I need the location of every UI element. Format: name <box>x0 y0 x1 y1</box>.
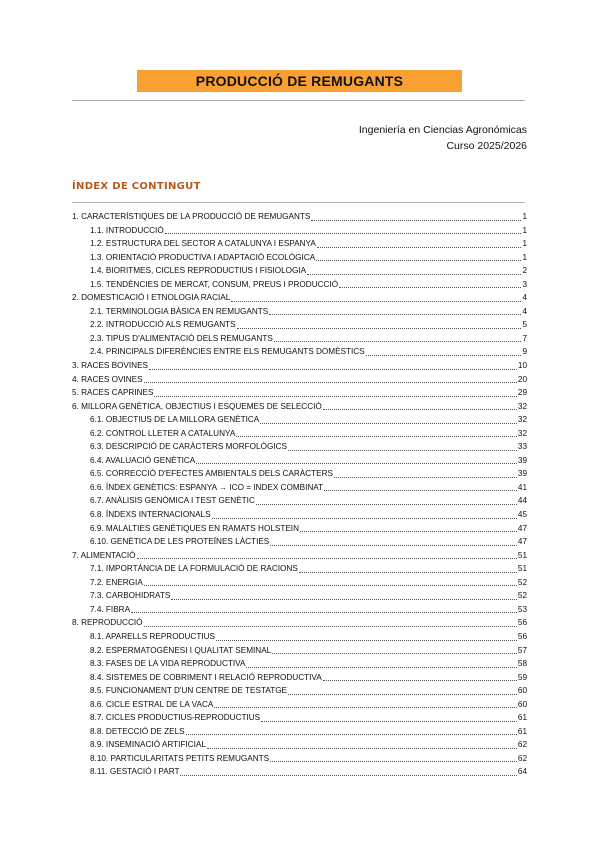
toc-entry-title: 8.3. FASES DE LA VIDA REPRODUCTIVA <box>90 659 246 669</box>
toc-entry-title: 6.9. MALALTIES GENÈTIQUES EN RAMATS HOLSTEIN <box>90 523 299 533</box>
toc-entry-title: 8.10. PARTICULARITATS PETITS REMUGANTS <box>90 753 270 763</box>
toc-page-number: 56 <box>517 631 527 641</box>
toc-page-number: 4 <box>522 306 527 316</box>
toc-dot-leader <box>300 530 517 532</box>
toc-dot-leader <box>246 666 516 668</box>
toc-chapter-entry[interactable] <box>72 291 527 305</box>
toc-page-number: 9 <box>522 347 527 357</box>
toc-section-entry[interactable] <box>72 413 527 427</box>
toc-section-entry[interactable] <box>72 332 527 346</box>
toc-section-entry[interactable] <box>72 237 527 251</box>
toc-entry-title: 1.1. INTRODUCCIÓ <box>90 225 164 235</box>
toc-page-number: 44 <box>517 496 527 506</box>
toc-dot-leader <box>272 652 517 654</box>
toc-page-number: 32 <box>517 428 527 438</box>
table-of-contents <box>72 210 527 779</box>
toc-entry-title: 8.11. GESTACIÓ I PART <box>90 767 180 777</box>
toc-entry-title: 6.8. ÍNDEXS INTERNACIONALS <box>90 510 211 520</box>
toc-entry-title: 7.1. IMPORTÀNCIA DE LA FORMULACIÓ DE RACIONS <box>90 564 298 574</box>
toc-entry-title: 4. RACES OVINES <box>72 374 143 384</box>
toc-page-number: 51 <box>517 564 527 574</box>
toc-dot-leader <box>288 449 517 451</box>
toc-dot-leader <box>216 639 517 641</box>
toc-dot-leader <box>311 219 521 221</box>
toc-entry-title: 6.7. ANÀLISIS GENÒMICA I TEST GENÈTIC <box>90 496 255 506</box>
toc-entry-title: 8.1. APARELLS REPRODUCTIUS <box>90 631 215 641</box>
toc-entry-title: 1.3. ORIENTACIÓ PRODUCTIVA I ADAPTACIÓ ECOLÒGICA <box>90 252 316 262</box>
toc-page-number: 52 <box>517 577 527 587</box>
toc-dot-leader <box>270 544 517 546</box>
toc-page-number: 32 <box>517 415 527 425</box>
toc-entry-title: 8.4. SISTEMES DE COBRIMENT I RELACIÓ REPRODUCTIVA <box>90 672 322 682</box>
toc-section-entry[interactable] <box>72 440 527 454</box>
toc-entry-title: 7.3. CARBOHIDRATS <box>90 591 171 601</box>
toc-dot-leader <box>307 273 521 275</box>
toc-entry-title: 6.1. OBJECTIUS DE LA MILLORA GENÈTICA <box>90 415 260 425</box>
toc-section-entry[interactable] <box>72 224 527 238</box>
toc-page-number: 61 <box>517 713 527 723</box>
toc-entry-title: 2. DOMESTICACIÓ I ETNOLOGIA RACIAL <box>72 293 231 303</box>
toc-entry-title: 2.3. TIPUS D'ALIMENTACIÓ DELS REMUGANTS <box>90 333 273 343</box>
toc-entry-title: 1. CARACTERÍSTIQUES DE LA PRODUCCIÓ DE REMUGANTS <box>72 212 311 221</box>
toc-page-number: 3 <box>522 279 527 289</box>
document-title: PRODUCCIÓ DE REMUGANTS <box>137 70 462 92</box>
index-divider <box>72 202 525 203</box>
toc-section-entry[interactable] <box>72 711 527 725</box>
toc-section-entry[interactable] <box>72 467 527 481</box>
toc-entry-title: 6.10. GENÈTICA DE LES PROTEÏNES LÀCTIES <box>90 537 270 547</box>
toc-entry-title: 6.4. AVALUACIÓ GENÈTICA <box>90 455 196 465</box>
toc-page-number: 47 <box>517 537 527 547</box>
index-heading: ÍNDEX DE CONTINGUT <box>72 181 201 192</box>
toc-dot-leader <box>269 313 521 315</box>
toc-dot-leader <box>366 354 522 356</box>
toc-section-entry[interactable] <box>72 765 527 779</box>
toc-page-number: 2 <box>522 266 527 276</box>
toc-dot-leader <box>144 625 517 627</box>
toc-section-entry[interactable] <box>72 657 527 671</box>
toc-section-entry[interactable] <box>72 494 527 508</box>
toc-page-number: 64 <box>517 767 527 777</box>
title-divider <box>72 100 525 101</box>
toc-page-number: 29 <box>517 388 527 398</box>
toc-entry-title: 6. MILLORA GENÈTICA, OBJECTIUS I ESQUEMES DE SELECCIÓ <box>72 401 322 411</box>
toc-page-number: 33 <box>517 442 527 452</box>
toc-entry-title: 6.2. CONTROL LLETER A CATALUNYA <box>90 428 236 438</box>
toc-section-entry[interactable] <box>72 698 527 712</box>
toc-page-number: 62 <box>517 740 527 750</box>
toc-section-entry[interactable] <box>72 481 527 495</box>
toc-page-number: 10 <box>517 361 527 371</box>
toc-entry-title: 7.4. FIBRA <box>90 604 131 614</box>
toc-page-number: 41 <box>517 482 527 492</box>
toc-page-number: 60 <box>517 699 527 709</box>
toc-section-entry[interactable] <box>72 589 527 603</box>
toc-dot-leader <box>334 476 517 478</box>
toc-dot-leader <box>231 300 521 302</box>
toc-dot-leader <box>171 598 517 600</box>
toc-page-number: 1 <box>522 252 527 262</box>
toc-chapter-entry[interactable] <box>72 210 527 224</box>
toc-section-entry[interactable] <box>72 318 527 332</box>
toc-section-entry[interactable] <box>72 562 527 576</box>
toc-entry-title: 5. RACES CAPRINES <box>72 388 154 398</box>
toc-entry-title: 8. REPRODUCCIÓ <box>72 618 143 628</box>
toc-entry-title: 6.3. DESCRIPCIÓ DE CARÀCTERS MORFOLÒGICS <box>90 442 287 452</box>
toc-section-entry[interactable] <box>72 454 527 468</box>
toc-dot-leader <box>323 408 517 410</box>
toc-entry-title: 1.2. ESTRUCTURA DEL SECTOR A CATALUNYA I ESPANYA <box>90 239 316 249</box>
toc-section-entry[interactable] <box>72 684 527 698</box>
toc-dot-leader <box>186 733 517 735</box>
toc-section-entry[interactable] <box>72 576 527 590</box>
toc-dot-leader <box>339 286 521 288</box>
toc-dot-leader <box>237 327 522 329</box>
toc-page-number: 47 <box>517 523 527 533</box>
toc-entry-title: 2.2. INTRODUCCIÓ ALS REMUGANTS <box>90 320 236 330</box>
toc-dot-leader <box>324 489 517 491</box>
toc-page-number: 32 <box>517 401 527 411</box>
toc-section-entry[interactable] <box>72 305 527 319</box>
toc-dot-leader <box>274 340 522 342</box>
toc-page-number: 4 <box>522 293 527 303</box>
toc-entry-title: 3. RACES BOVINES <box>72 361 148 371</box>
toc-dot-leader <box>260 422 517 424</box>
toc-section-entry[interactable] <box>72 427 527 441</box>
toc-entry-title: 8.7. CICLES PRODUCTIUS-REPRODUCTIUS <box>90 713 261 723</box>
toc-section-entry[interactable] <box>72 508 527 522</box>
toc-page-number: 7 <box>522 333 527 343</box>
toc-section-entry[interactable] <box>72 738 527 752</box>
toc-chapter-entry[interactable] <box>72 373 527 387</box>
toc-entry-title: 1.4. BIORITMES, CICLES REPRODUCTIUS I FISIOLOGIA <box>90 266 307 276</box>
toc-section-entry[interactable] <box>72 630 527 644</box>
subtitle-block <box>359 122 527 154</box>
toc-page-number: 52 <box>517 591 527 601</box>
toc-page-number: 58 <box>517 659 527 669</box>
toc-dot-leader <box>299 571 517 573</box>
toc-dot-leader <box>180 774 516 776</box>
toc-page-number: 51 <box>517 550 527 560</box>
toc-entry-title: 7.2. ENERGIA <box>90 577 143 587</box>
toc-page-number: 39 <box>517 469 527 479</box>
toc-chapter-entry[interactable] <box>72 359 527 373</box>
toc-entry-title: 8.6. CICLE ESTRAL DE LA VACA <box>90 699 214 709</box>
toc-dot-leader <box>154 395 516 397</box>
toc-dot-leader <box>317 246 522 248</box>
toc-dot-leader <box>165 232 522 234</box>
toc-dot-leader <box>270 760 517 762</box>
toc-dot-leader <box>256 503 517 505</box>
toc-chapter-entry[interactable] <box>72 616 527 630</box>
toc-section-entry[interactable] <box>72 535 527 549</box>
toc-entry-title: 8.8. DETECCIÓ DE ZELS <box>90 726 185 736</box>
toc-page-number: 60 <box>517 686 527 696</box>
toc-section-entry[interactable] <box>72 278 527 292</box>
toc-entry-title: 1.5. TENDÈNCIES DE MERCAT, CONSUM, PREUS I PRODUCCIÓ <box>90 279 339 289</box>
toc-page-number: 59 <box>517 672 527 682</box>
toc-dot-leader <box>236 435 517 437</box>
toc-page-number: 53 <box>517 604 527 614</box>
toc-entry-title: 8.2. ESPERMATOGÈNESI I QUALITAT SEMINAL <box>90 645 272 655</box>
toc-section-entry[interactable] <box>72 644 527 658</box>
toc-page-number: 61 <box>517 726 527 736</box>
toc-page-number: 5 <box>522 320 527 330</box>
toc-dot-leader <box>131 611 517 613</box>
toc-page-number: 62 <box>517 753 527 763</box>
toc-dot-leader <box>214 706 517 708</box>
toc-entry-title: 6.5. CORRECCIÓ D'EFECTES AMBIENTALS DELS CARÀCTERS <box>90 469 333 479</box>
toc-dot-leader <box>144 584 517 586</box>
course-year: Curso 2025/2026 <box>446 140 527 152</box>
toc-page-number: 39 <box>517 455 527 465</box>
toc-page-number: 57 <box>517 645 527 655</box>
toc-entry-title: 2.1. TERMINOLOGIA BÀSICA EN REMUGANTS <box>90 306 269 316</box>
toc-entry-title: 2.4. PRINCIPALS DIFERÈNCIES ENTRE ELS REMUGANTS DOMÈSTICS <box>90 347 365 357</box>
toc-section-entry[interactable] <box>72 522 527 536</box>
toc-section-entry[interactable] <box>72 671 527 685</box>
toc-section-entry[interactable] <box>72 345 527 359</box>
toc-entry-title: 8.9. INSEMINACIÓ ARTIFICIAL <box>90 740 206 750</box>
toc-section-entry[interactable] <box>72 725 527 739</box>
toc-dot-leader <box>316 259 521 261</box>
toc-chapter-entry[interactable] <box>72 549 527 563</box>
toc-entry-title: 7. ALIMENTACIÓ <box>72 550 136 560</box>
toc-page-number: 56 <box>517 618 527 628</box>
toc-section-entry[interactable] <box>72 752 527 766</box>
toc-dot-leader <box>212 517 517 519</box>
toc-section-entry[interactable] <box>72 603 527 617</box>
toc-page-number: 1 <box>522 239 527 249</box>
degree-name: Ingeniería en Ciencias Agronómicas <box>358 124 527 136</box>
toc-section-entry[interactable] <box>72 251 527 265</box>
toc-dot-leader <box>261 720 517 722</box>
toc-dot-leader <box>149 368 517 370</box>
toc-dot-leader <box>288 693 517 695</box>
toc-page-number: 20 <box>517 374 527 384</box>
toc-page-number: 1 <box>522 225 527 235</box>
toc-page-number: 45 <box>517 510 527 520</box>
toc-dot-leader <box>137 557 517 559</box>
toc-dot-leader <box>207 747 517 749</box>
toc-chapter-entry[interactable] <box>72 400 527 414</box>
toc-entry-title: 8.5. FUNCIONAMENT D'UN CENTRE DE TESTATGE <box>90 686 288 696</box>
toc-page-number: 1 <box>522 212 527 221</box>
toc-entry-title: 6.6. ÍNDEX GENÈTICS: ESPANYA → ICO = INDEX COMBINAT <box>90 482 324 492</box>
toc-chapter-entry[interactable] <box>72 386 527 400</box>
toc-dot-leader <box>323 679 517 681</box>
toc-dot-leader <box>144 381 517 383</box>
toc-section-entry[interactable] <box>72 264 527 278</box>
toc-dot-leader <box>196 462 517 464</box>
